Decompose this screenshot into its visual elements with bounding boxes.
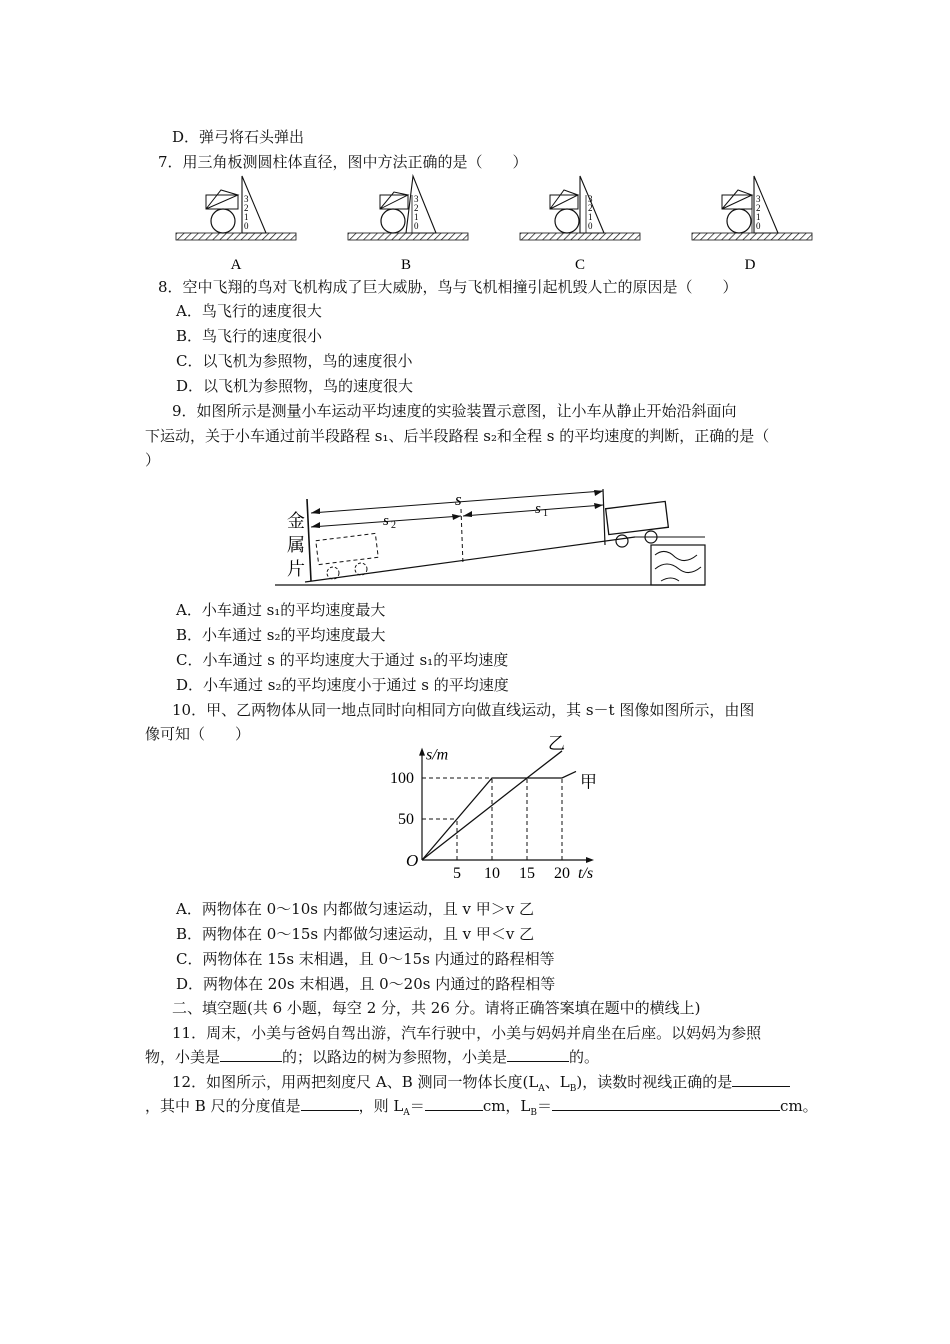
q10-stem-line1: 10．甲、乙两物体从同一地点同时向相同方向做直线运动，其 s－t 图像如图所示，由图: [172, 701, 755, 719]
svg-text:0: 0: [414, 221, 419, 231]
q11-line1: 11．周末，小美与爸妈自驾出游，汽车行驶中，小美与妈妈并肩坐在后座。以妈妈为参照: [172, 1024, 762, 1042]
s1-sub: 1: [543, 508, 548, 519]
x-tick-15: 15: [519, 865, 535, 882]
q12-blank-4[interactable]: [552, 1095, 780, 1111]
q11-blank-1[interactable]: [220, 1046, 282, 1062]
x-axis-arrow: [586, 857, 594, 863]
series-label-2: 乙: [548, 733, 565, 753]
q12-line1: 12．如图所示，用两把刻度尺 A、B 测同一物体长度($L_A$、$L_B$)，读数时视线正确的是: [172, 1071, 790, 1100]
q11-blank-2[interactable]: [507, 1046, 569, 1062]
q7-label-b: B: [400, 257, 412, 273]
svg-text:3: 3: [756, 194, 761, 204]
q8-option-b: B．鸟飞行的速度很小: [176, 327, 323, 345]
q9-option-a: A．小车通过 s₁的平均速度最大: [176, 601, 386, 619]
metal-label-3: 片: [287, 559, 305, 579]
metal-label-1: 金: [287, 511, 305, 531]
svg-text:3: 3: [588, 194, 593, 204]
y-axis-arrow: [419, 748, 425, 756]
s1-label: s: [535, 501, 541, 517]
svg-text:1: 1: [588, 212, 593, 222]
q12-blank-2[interactable]: [301, 1095, 359, 1111]
x-axis-label: t/s: [578, 865, 594, 882]
q10-option-d: D．两物体在 20s 末相遇，且 0～20s 内通过的路程相等: [176, 975, 556, 993]
q8-stem: 8．空中飞翔的鸟对飞机构成了巨大威胁，鸟与飞机相撞引起机毁人亡的原因是（ ）: [158, 278, 738, 296]
x-tick-20: 20: [554, 865, 570, 882]
q12-blank-3[interactable]: [425, 1095, 483, 1111]
metal-label-2: 属: [287, 535, 305, 555]
svg-text:1: 1: [414, 212, 419, 222]
q9-option-c: C．小车通过 s 的平均速度大于通过 s₁的平均速度: [176, 651, 509, 669]
q8-option-c: C．以飞机为参照物，鸟的速度很小: [176, 352, 413, 370]
q10-option-b: B．两物体在 0～15s 内都做匀速运动，且 v 甲＜v 乙: [176, 925, 535, 943]
svg-text:2: 2: [588, 203, 593, 213]
q7-figure-c: [520, 176, 640, 240]
s2-label: s: [383, 513, 389, 529]
y-tick-100: 100: [390, 770, 414, 787]
q12-line2: ，其中 B 尺的分度值是 ，则 $L_A=$ cm，$L_B=$ cm。: [145, 1097, 818, 1118]
section2-heading: 二、填空题(共 6 小题，每空 2 分，共 26 分。请将正确答案填在题中的横线上): [172, 999, 701, 1017]
svg-text:0: 0: [588, 221, 593, 231]
q10-stem-line2: 像可知（ ）: [145, 725, 251, 743]
q11-line2: 物，小美是 的；以路边的树为参照物，小美是 的。: [145, 1048, 600, 1066]
q9-figure: [275, 485, 715, 595]
svg-text:2: 2: [756, 203, 761, 213]
s-label: s: [455, 490, 462, 509]
q8-option-a: A．鸟飞行的速度很大: [176, 302, 322, 320]
svg-text:2: 2: [414, 203, 419, 213]
origin-label: O: [406, 851, 419, 870]
q7-figures: [170, 170, 820, 276]
svg-text:1: 1: [244, 212, 249, 222]
x-tick-10: 10: [484, 865, 500, 882]
series-line-1: [422, 771, 576, 860]
q7-label-a: A: [230, 257, 242, 273]
svg-text:1: 1: [756, 212, 761, 222]
svg-text:0: 0: [244, 221, 249, 231]
q9-option-b: B．小车通过 s₂的平均速度最大: [176, 626, 386, 644]
q7-figure-d: [692, 176, 812, 240]
q9-stem-line2: 下运动，关于小车通过前半段路程 s₁、后半段路程 s₂和全程 s 的平均速度的判断，正确的是（: [145, 427, 770, 445]
q10-option-a: A．两物体在 0～10s 内都做匀速运动，且 v 甲＞v 乙: [176, 900, 534, 918]
q9-stem-line1: 9．如图所示是测量小车运动平均速度的实验装置示意图，让小车从静止开始沿斜面向: [172, 402, 737, 420]
q12-blank-1[interactable]: [732, 1071, 790, 1087]
y-axis-label: s/m: [426, 746, 449, 764]
q7-stem: 7．用三角板测圆柱体直径，图中方法正确的是（ ）: [158, 153, 528, 171]
series-label-1: 甲: [580, 772, 597, 792]
q10-option-c: C．两物体在 15s 末相遇，且 0～15s 内通过的路程相等: [176, 950, 555, 968]
q7-figure-b: [348, 176, 468, 240]
q9-stem-line3: ）: [145, 451, 161, 469]
q7-label-d: D: [744, 257, 756, 273]
s2-sub: 2: [391, 520, 396, 531]
q8-option-d: D．以飞机为参照物，鸟的速度很大: [176, 377, 414, 395]
svg-text:3: 3: [244, 194, 249, 204]
svg-text:0: 0: [756, 221, 761, 231]
y-tick-50: 50: [398, 811, 414, 828]
q7-figure-a: [176, 176, 296, 240]
svg-text:2: 2: [244, 203, 249, 213]
q7-label-c: C: [574, 257, 586, 273]
st-chart: [360, 733, 610, 882]
x-tick-5: 5: [453, 865, 461, 882]
q9-option-d: D．小车通过 s₂的平均速度小于通过 s 的平均速度: [176, 676, 509, 694]
q6-option-d: D．弹弓将石头弹出: [172, 128, 305, 146]
svg-text:3: 3: [414, 194, 419, 204]
